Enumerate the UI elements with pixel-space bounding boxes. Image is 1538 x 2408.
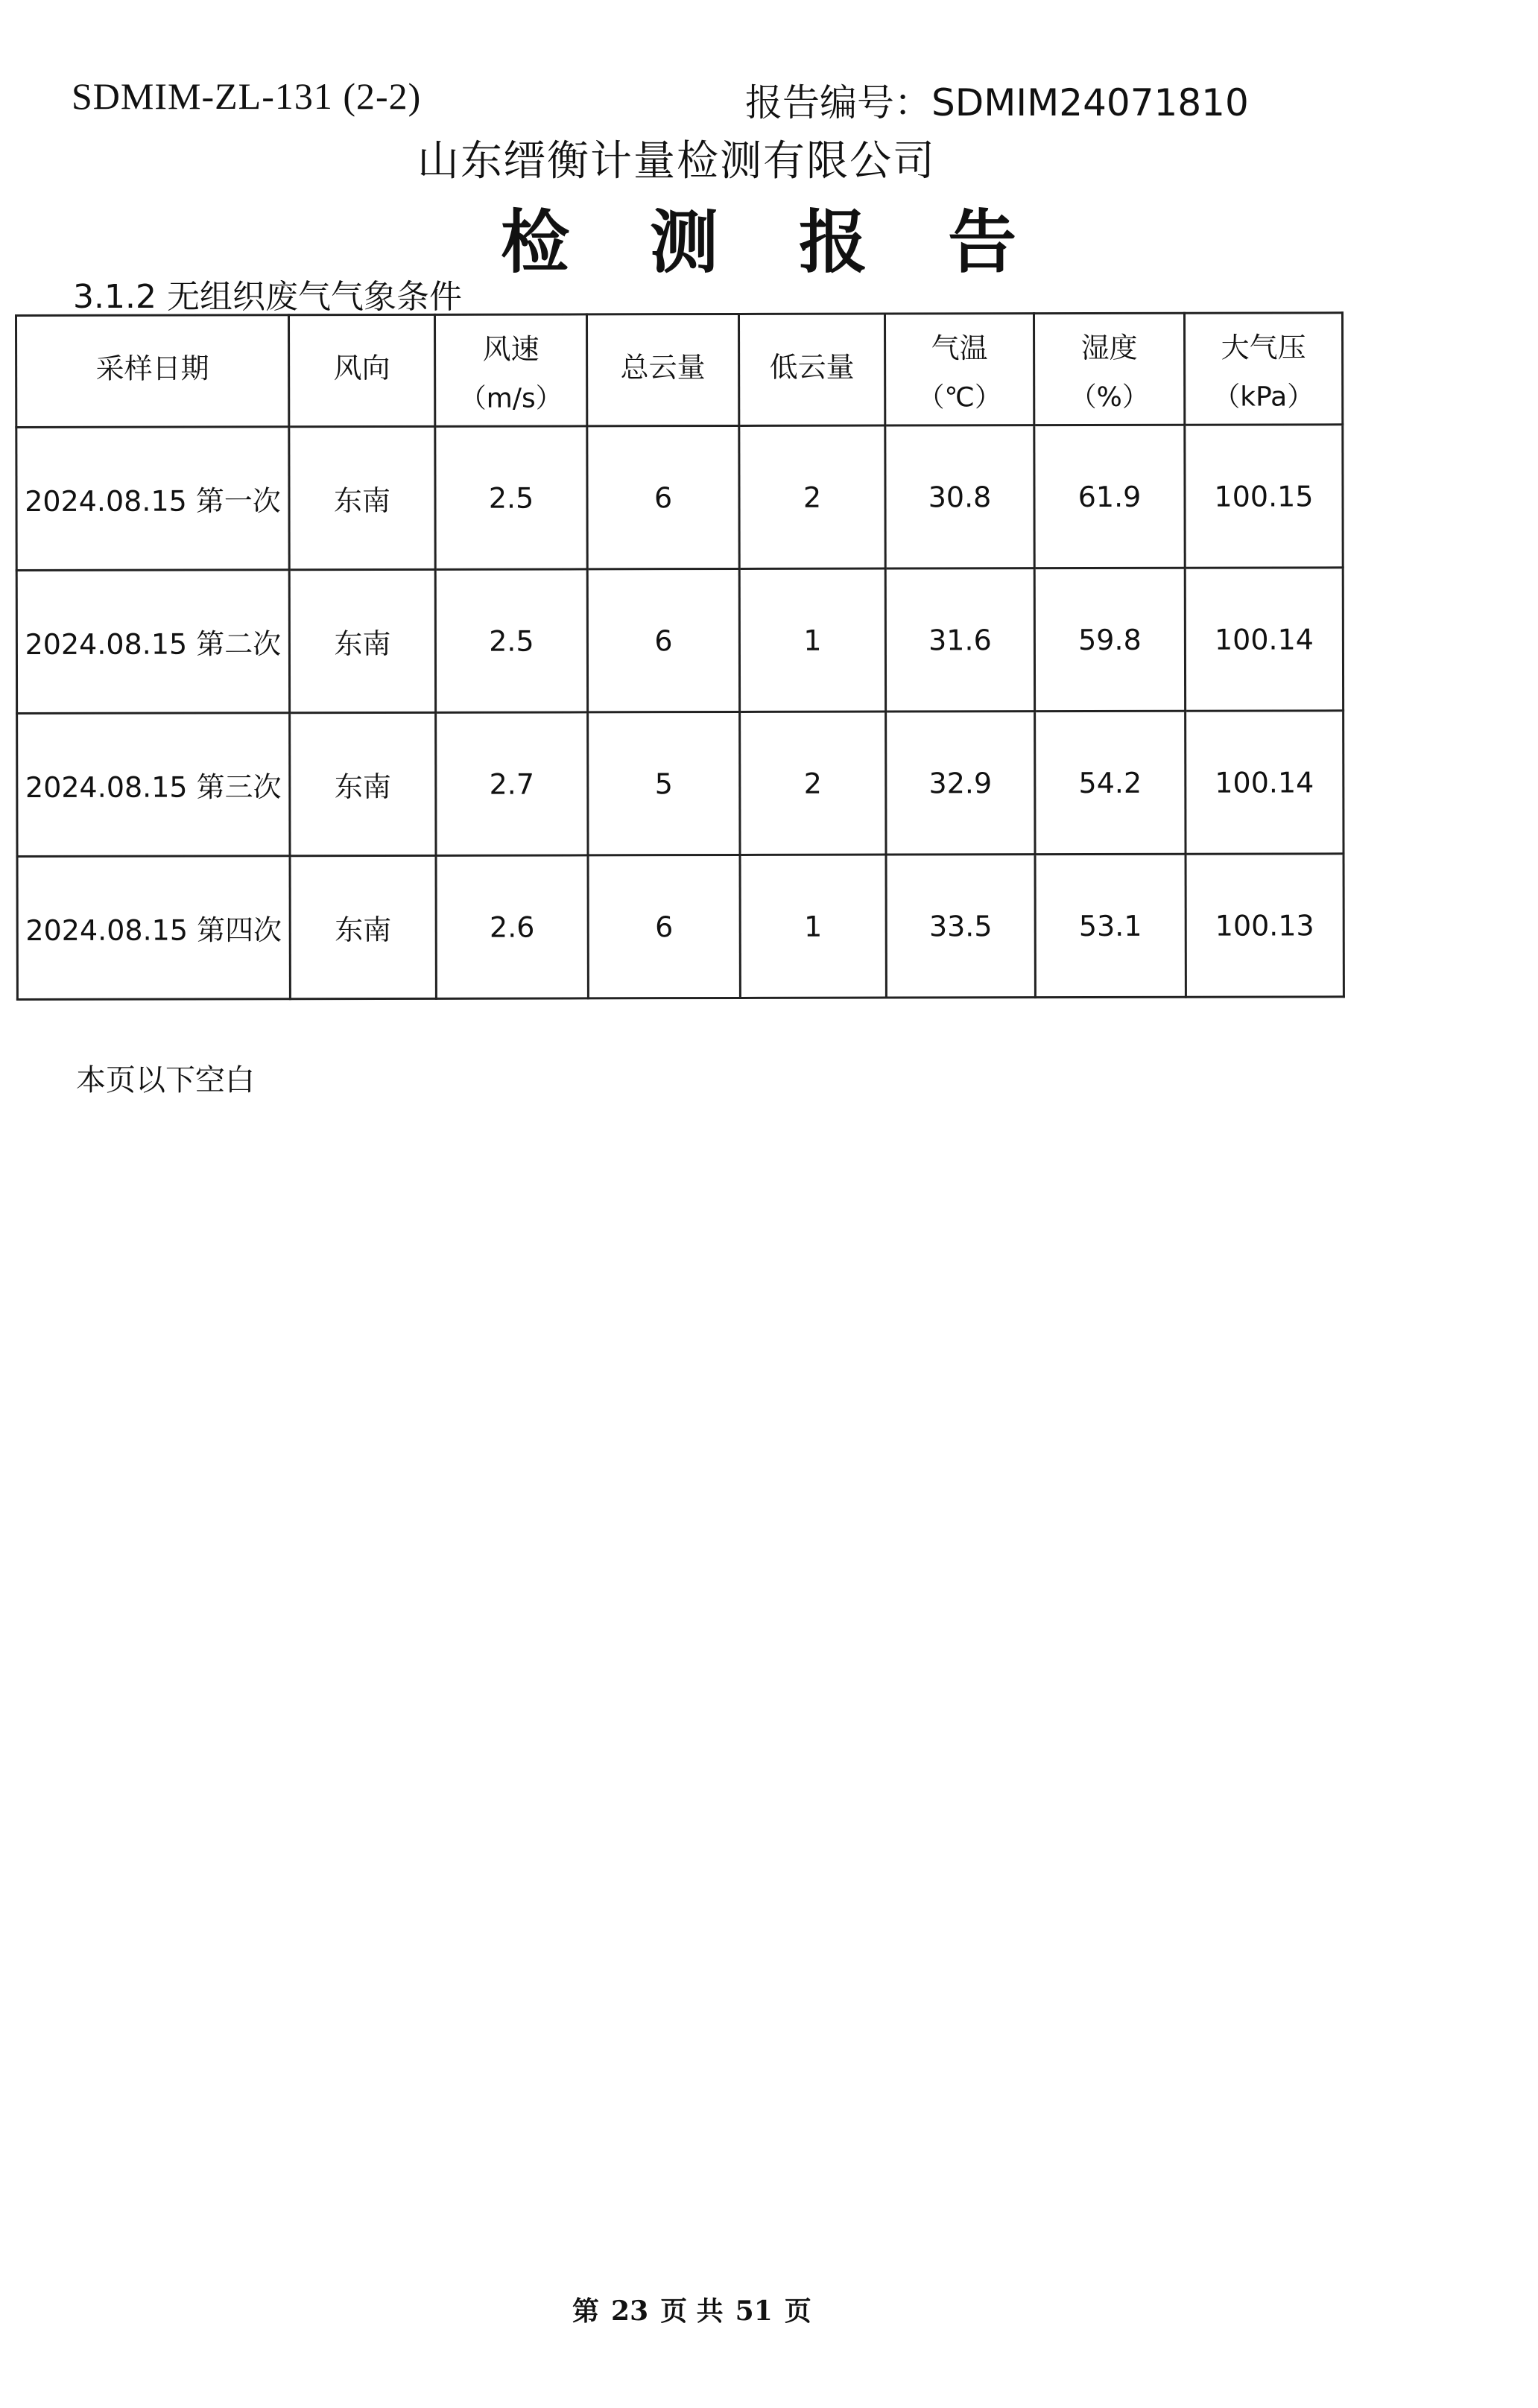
header-low-cloud: 低云量 <box>739 314 885 425</box>
cell-wind-direction: 东南 <box>289 426 435 569</box>
cell-wind-speed: 2.5 <box>435 569 587 712</box>
cell-temperature: 32.9 <box>886 712 1035 855</box>
cell-wind-direction: 东南 <box>290 855 436 998</box>
header-sampling-date: 采样日期 <box>16 315 289 428</box>
report-title: 检 测 报 告 <box>501 203 1045 282</box>
cell-pressure: 100.14 <box>1186 711 1344 854</box>
header-wind-speed: 风速 （m/s） <box>435 314 587 426</box>
cell-total-cloud: 6 <box>588 855 740 998</box>
cell-low-cloud: 2 <box>740 712 886 855</box>
cell-pressure: 100.13 <box>1186 854 1344 997</box>
meteorological-conditions-table <box>15 311 1345 1001</box>
cell-humidity: 54.2 <box>1035 711 1186 854</box>
footer-prefix: 第 <box>572 2295 600 2327</box>
company-name: 山东缙衡计量检测有限公司 <box>417 137 936 186</box>
table-row <box>16 568 1343 714</box>
report-number: 报告编号：SDMIM24071810 <box>745 81 1249 124</box>
footer-total-pages: 51 <box>735 2295 773 2327</box>
cell-wind-speed: 2.7 <box>436 712 588 855</box>
footer-suffix: 页 <box>784 2295 811 2327</box>
cell-humidity: 53.1 <box>1035 854 1186 997</box>
section-title: 3.1.2 无组织废气气象条件 <box>73 278 462 316</box>
cell-total-cloud: 5 <box>588 712 740 855</box>
table-header-row <box>16 313 1343 428</box>
header-temperature: 气温 （℃） <box>885 314 1034 425</box>
cell-total-cloud: 6 <box>587 568 739 712</box>
table-row <box>17 711 1344 857</box>
cell-low-cloud: 1 <box>739 568 885 712</box>
header-total-cloud: 总云量 <box>587 314 739 425</box>
cell-humidity: 61.9 <box>1034 425 1185 568</box>
table-row <box>17 854 1344 1000</box>
header-wind-direction: 风向 <box>289 314 435 426</box>
cell-temperature: 33.5 <box>886 855 1035 998</box>
page-number-footer <box>566 2290 817 2328</box>
cell-date: 2024.08.15 第二次 <box>16 570 289 714</box>
cell-wind-direction: 东南 <box>290 712 436 855</box>
footer-current-page: 23 <box>611 2295 649 2327</box>
form-code: SDMIM-ZL-131 (2-2) <box>72 75 422 117</box>
cell-date: 2024.08.15 第三次 <box>17 713 290 857</box>
cell-humidity: 59.8 <box>1034 568 1185 711</box>
cell-wind-speed: 2.6 <box>436 855 588 998</box>
table-row <box>16 425 1343 571</box>
header-humidity: 湿度 （%） <box>1034 313 1185 425</box>
cell-low-cloud: 1 <box>740 855 886 998</box>
blank-below-note: 本页以下空白 <box>76 1063 255 1097</box>
cell-date: 2024.08.15 第一次 <box>16 427 289 571</box>
cell-low-cloud: 2 <box>739 425 885 568</box>
cell-wind-speed: 2.5 <box>435 426 587 569</box>
cell-date: 2024.08.15 第四次 <box>17 856 290 1000</box>
cell-pressure: 100.15 <box>1185 425 1343 568</box>
footer-mid: 页 共 <box>660 2295 724 2327</box>
cell-total-cloud: 6 <box>587 425 739 568</box>
cell-temperature: 31.6 <box>885 568 1034 712</box>
cell-wind-direction: 东南 <box>289 569 435 712</box>
header-pressure: 大气压 （kPa） <box>1184 313 1342 425</box>
cell-pressure: 100.14 <box>1185 568 1343 711</box>
cell-temperature: 30.8 <box>885 425 1034 568</box>
